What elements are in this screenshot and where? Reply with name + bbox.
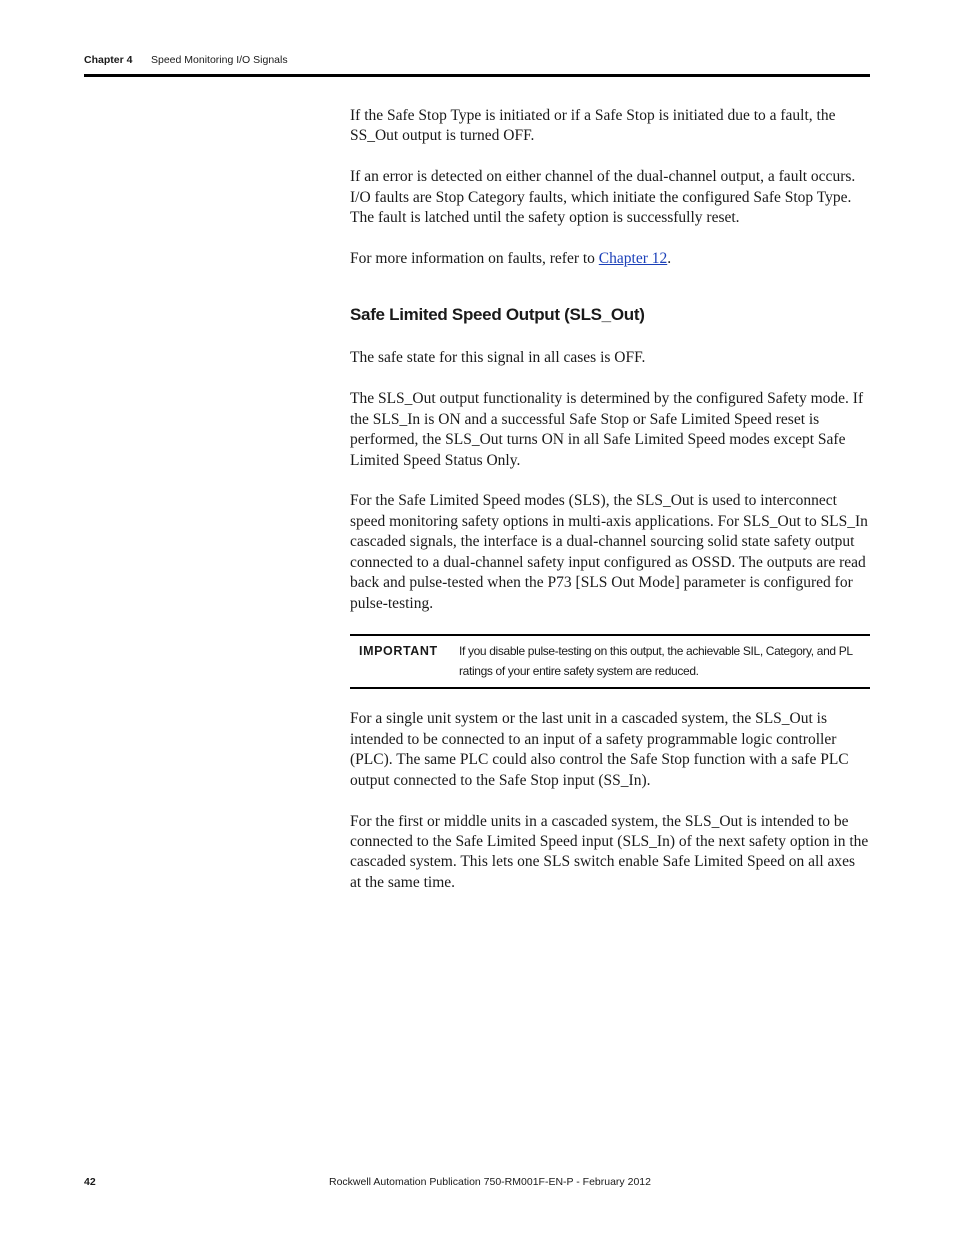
important-text: If you disable pulse-testing on this output, the achievable SIL, Category, and PL ratings of your entire safety system are reduced.	[459, 644, 853, 679]
chapter-12-link[interactable]: Chapter 12	[598, 250, 668, 268]
paragraph-faults-reference	[350, 249, 870, 269]
paragraph-safe-state: The safe state for this signal in all cases is OFF.	[350, 349, 646, 367]
page-header	[84, 53, 870, 69]
reference-prefix: For more information on faults, refer to	[350, 250, 599, 268]
important-label: IMPORTANT	[359, 644, 438, 659]
paragraph-io-faults: If an error is detected on either channel of the dual-channel output, a fault occurs. I/O faults are Stop Category faults, which initiate the configured Safe Stop Type. The fault is latched until the safety option is successfully reset.	[350, 168, 856, 227]
section-heading-sls-out: Safe Limited Speed Output (SLS_Out)	[350, 305, 645, 325]
paragraph-cascaded: For the first or middle units in a cascaded system, the SLS_Out is intended to be connected to the Safe Limited Speed input (SLS_In) of the next safety option in the cascaded system. This lets one SLS switch enable Safe Limited Speed on all axes at the same time.	[350, 812, 869, 891]
section-title: Speed Monitoring I/O Signals	[151, 54, 288, 66]
page-footer	[84, 1174, 870, 1190]
paragraph-ss-out: If the Safe Stop Type is initiated or if a Safe Stop is initiated due to a fault, the SS_Out output is turned OFF.	[350, 107, 836, 145]
reference-suffix: .	[667, 250, 672, 268]
header-divider	[84, 74, 870, 77]
publication-info: Rockwell Automation Publication 750-RM001F-EN-P - February 2012	[329, 1176, 651, 1188]
paragraph-functionality: The SLS_Out output functionality is determined by the configured Safety mode. If the SLS_In is ON and a successful Safe Stop or Safe Limited Speed reset is performed, the SLS_Out turns ON in all Safe Limited Speed modes except Safe Limited Speed Status Only.	[350, 390, 864, 469]
paragraph-single-unit: For a single unit system or the last unit in a cascaded system, the SLS_Out is intended to be connected to an input of a safety programmable logic controller (PLC). The same PLC could also control the Safe Stop function with a safe PLC output connected to the Safe Stop input (SS_In).	[350, 710, 849, 789]
chapter-label: Chapter 4	[84, 54, 133, 66]
main-content	[350, 106, 870, 914]
important-callout	[350, 634, 870, 689]
page-number: 42	[84, 1176, 96, 1188]
paragraph-sls-modes: For the Safe Limited Speed modes (SLS), the SLS_Out is used to interconnect speed monitoring safety options in multi-axis applications. For SLS_Out to SLS_In cascaded signals, the interface is a dual-channel sourcing solid state safety output connected to a dual-channel safety input configured as OSSD. The outputs are read back and pulse-tested when the P73 [SLS Out Mode] parameter is configured for pulse-testing.	[350, 492, 868, 612]
